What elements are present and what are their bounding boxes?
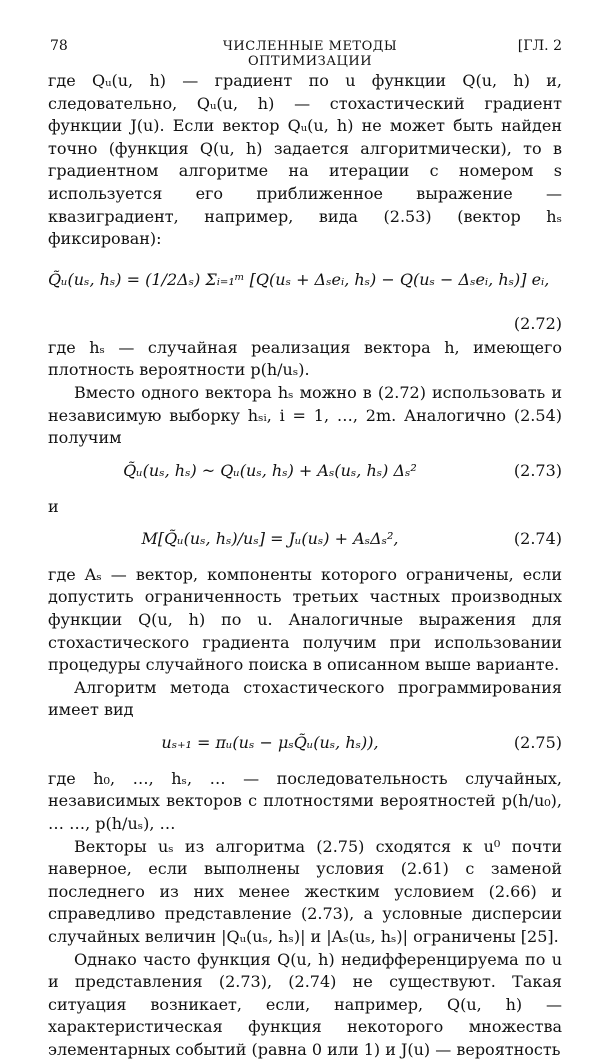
paragraph: где Qᵤ(u, h) — градиент по u функции Q(u, h) и, следовательно, Qᵤ(u, h) — стохастический градиент функции J(u). Если вектор Qᵤ(u, h) не может быть найден точно (функция Q(u, h) задается алгоритмически), то в градиентном алгоритме на итерации с номером s используется его приближенное выражение — квазиградиент, например, вида (2.53) (вектор hₛ фиксирован): xyxy=(48,71,562,249)
equation-2-74 xyxy=(48,518,562,564)
paragraph: и xyxy=(48,496,59,516)
chapter-marker: [ГЛ. 2 xyxy=(517,38,562,54)
paragraph: где Aₛ — вектор, компоненты которого ограничены, если допустить ограниченность третьих частных производных функции Q(u, h) по u. Аналогичные выражения для стохастического градиента получим при использовании процедуры случайного поиска в описанном выше варианте. xyxy=(48,564,562,675)
paragraph: Вместо одного вектора hₛ можно в (2.72) использовать и независимую выборку hₛᵢ, i = 1, …, 2m. Аналогично (2.54) получим xyxy=(48,382,562,448)
paragraph: где hₛ — случайная реализация вектора h, имеющего плотность вероятности p(h/uₛ). xyxy=(48,337,562,380)
paragraph: Векторы uₛ из алгоритма (2.75) сходятся к u⁰ почти наверное, если выполнены условия (2.61) с заменой последнего из них менее жестким условием (2.66) и справедливо представление (2.73), а условные дисперсии случайных величин |Qᵤ(uₛ, hₛ)| и |Aₛ(uₛ, hₛ)| ограничены [25]. xyxy=(48,836,562,947)
paragraph: где h₀, …, hₛ, … — последовательность случайных, независимых векторов с плотностями вероятностей p(h/u₀), … …, p(h/uₛ), … xyxy=(48,768,562,834)
running-header xyxy=(50,38,562,69)
equation-2-72 xyxy=(48,251,562,311)
equation-number: (2.72) xyxy=(513,313,562,333)
equation-2-75 xyxy=(48,722,562,768)
equation-formula: Q̃ᵤ(uₛ, hₛ) = (1/2Δₛ) Σᵢ₌₁ᵐ [Q(uₛ + Δₛeᵢ, hₛ) − Q(uₛ − Δₛeᵢ, hₛ)] eᵢ, xyxy=(48,269,550,289)
equation-number: (2.73) xyxy=(513,460,562,480)
equation-formula: Q̃ᵤ(uₛ, hₛ) ~ Qᵤ(uₛ, hₛ) + Aₛ(uₛ, hₛ) Δₛ² xyxy=(123,460,417,480)
page-body xyxy=(48,70,562,1062)
equation-number: (2.75) xyxy=(513,732,562,752)
equation-formula: uₛ₊₁ = πᵤ(uₛ − μₛQ̃ᵤ(uₛ, hₛ)), xyxy=(161,732,379,752)
equation-2-73 xyxy=(48,450,562,496)
paragraph: Алгоритм метода стохастического программирования имеет вид xyxy=(48,677,562,720)
equation-formula: M[Q̃ᵤ(uₛ, hₛ)/uₛ] = Jᵤ(uₛ) + AₛΔₛ², xyxy=(141,528,399,548)
equation-number: (2.74) xyxy=(513,528,562,548)
page-number: 78 xyxy=(50,38,68,54)
paragraph: Однако часто функция Q(u, h) недифференцируема по u и представления (2.73), (2.74) не существуют. Такая ситуация возникает, если, например, Q(u, h) — характеристическая функция некоторого множества элементарных событий (равна 0 или 1) и J(u) — вероятность xyxy=(48,949,562,1059)
running-title: ЧИСЛЕННЫЕ МЕТОДЫ ОПТИМИЗАЦИИ xyxy=(222,39,398,69)
